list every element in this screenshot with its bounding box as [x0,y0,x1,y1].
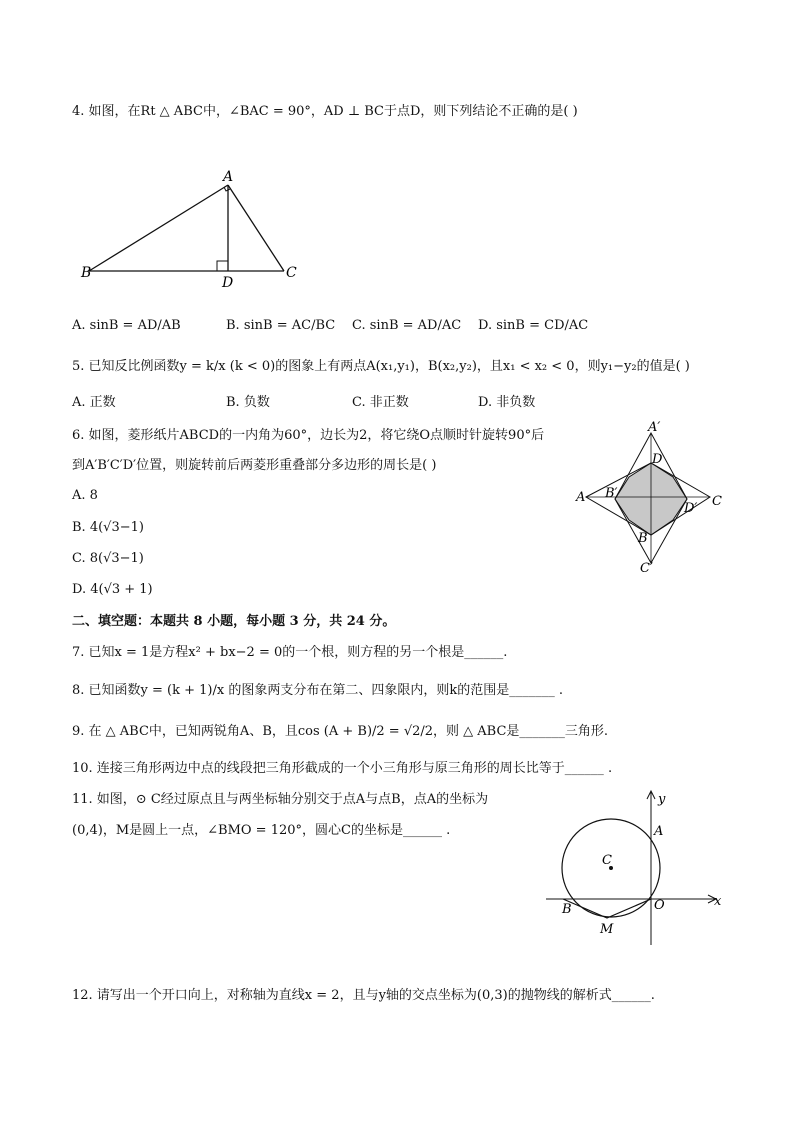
q6-stem-line1: 6. 如图，菱形纸片ABCD的一内角为60°，边长为2，将它绕O点顺时针旋转90°后 [72,428,545,443]
q11-label-y: y [658,792,666,807]
q6-stem-line2: 到A′B′C′D′位置，则旋转前后两菱形重叠部分多边形的周长是( ) [72,458,437,473]
q6-label-d: D [652,452,663,467]
q6-label-a-prime: A′ [648,420,661,435]
q10-stem: 10. 连接三角形两边中点的线段把三角形截成的一个小三角形与原三角形的周长比等于______ . [72,761,613,776]
q11-label-m: M [600,922,614,937]
q4-option-c: C. sinB = AD/AC [352,318,462,333]
q6-label-b-prime: B′ [605,486,618,501]
q11-label-b: B [562,902,572,917]
q11-stem-line1: 11. 如图，⊙ C经过原点且与两坐标轴分别交于点A与点B，点A的坐标为 [72,792,489,807]
q12-stem: 12. 请写出一个开口向上，对称轴为直线x = 2，且与y轴的交点坐标为(0,3)的抛物线的解析式______. [72,988,655,1003]
q6-option-a: A. 8 [72,488,98,503]
q7-stem: 7. 已知x = 1是方程x² + bx−2 = 0的一个根，则方程的另一个根是______. [72,645,508,660]
q5-option-c: C. 非正数 [352,395,409,410]
q4-label-d: D [222,275,234,290]
q6-label-a: A [576,490,586,505]
q11-circle-axes-figure [540,785,730,950]
q4-option-a: A. sinB = AD/AB [72,318,181,333]
q4-option-d: D. sinB = CD/AC [478,318,589,333]
q6-label-d-prime: D′ [684,501,698,516]
q11-label-o: O [654,898,665,913]
q11-label-x: x [714,894,722,909]
q11-label-c: C [602,853,612,868]
q6-option-c: C. 8(√3−1) [72,551,144,566]
q6-label-c-prime: C′ [640,561,653,575]
q5-stem: 5. 已知反比例函数y = k/x (k < 0)的图象上有两点A(x₁,y₁)，B(x₂,y₂)，且x₁ < x₂ < 0，则y₁−y₂的值是( ) [72,359,690,374]
q4-option-b: B. sinB = AC/BC [226,318,336,333]
q9-stem: 9. 在 △ ABC中，已知两锐角A、B，且cos (A + B)/2 = √2/2，则 △ ABC是_______三角形. [72,724,609,739]
q6-option-d: D. 4(√3 + 1) [72,582,153,597]
section-2-header: 二、填空题：本题共 8 小题，每小题 3 分，共 24 分。 [72,614,396,629]
q6-rhombus-rotation-figure [570,420,730,575]
q11-stem-line2: (0,4)，M是圆上一点，∠BMO = 120°，圆心C的坐标是______ . [72,823,451,838]
q4-label-a: A [223,169,234,185]
q5-option-b: B. 负数 [226,395,270,410]
q11-label-a: A [654,824,664,839]
q4-label-b: B [81,265,92,281]
q8-stem: 8. 已知函数y = (k + 1)/x 的图象两支分布在第二、四象限内，则k的范围是_______ . [72,683,563,698]
q5-option-a: A. 正数 [72,395,116,410]
q4-stem: 4. 如图，在Rt △ ABC中，∠BAC = 90°，AD ⊥ BC于点D，则下列结论不正确的是( ) [72,104,578,119]
q4-label-c: C [286,265,297,281]
q5-option-d: D. 非负数 [478,395,536,410]
q6-label-c: C [712,494,722,509]
q6-option-b: B. 4(√3−1) [72,520,144,535]
q4-right-triangle-figure [70,165,310,290]
q6-label-b: B [638,531,648,546]
